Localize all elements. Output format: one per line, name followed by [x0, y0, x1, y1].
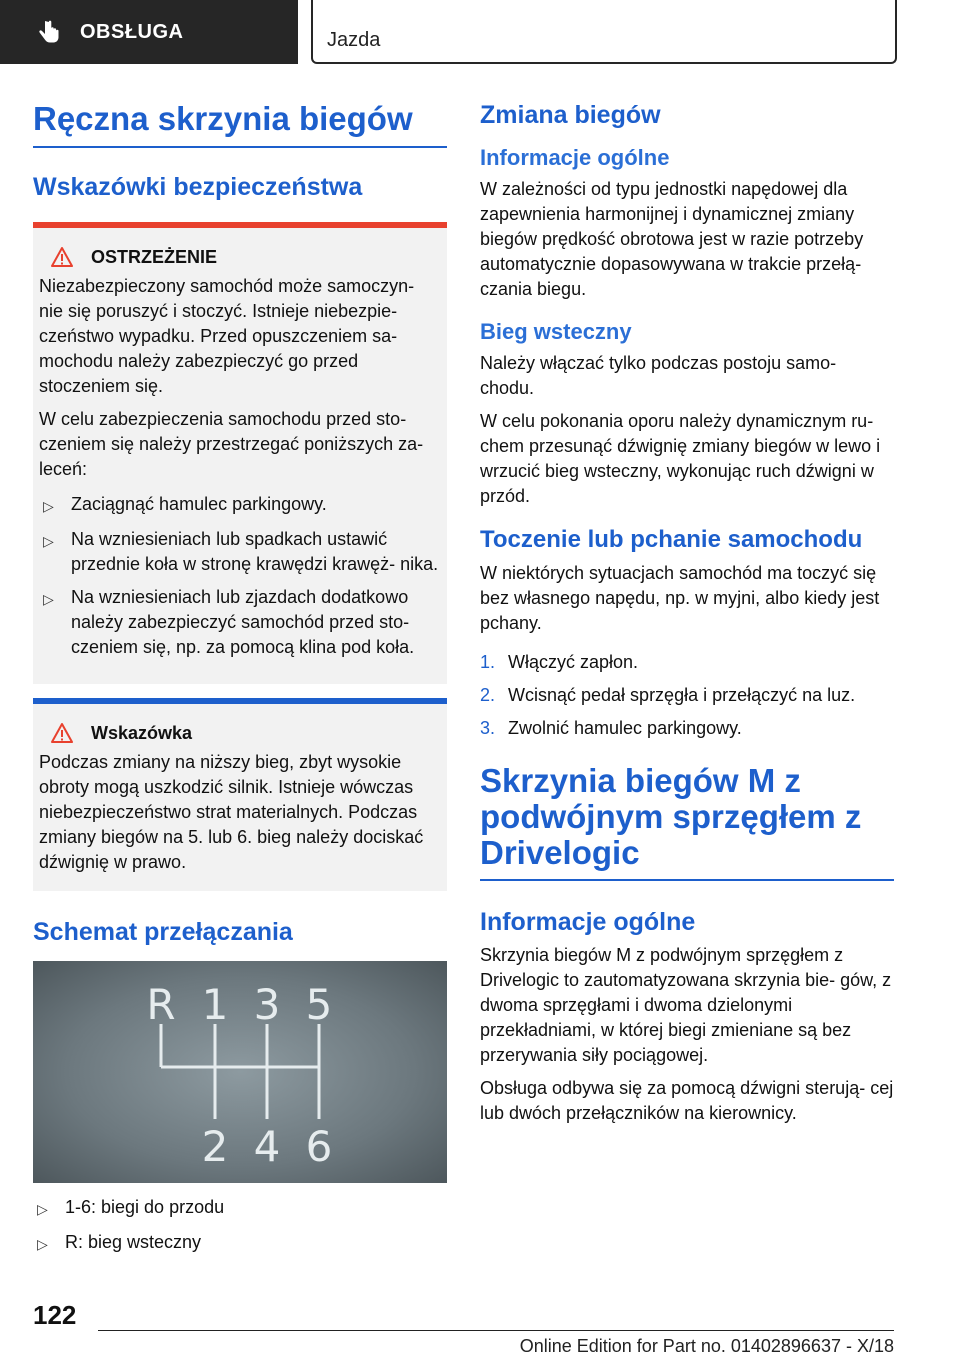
triangle-bullet-icon: ▷ — [43, 498, 54, 514]
triangle-bullet-icon: ▷ — [37, 1236, 48, 1252]
warning-paragraph-2: W celu zabezpieczenia samochodu przed sto- czeniem się należy przestrzegać poniższych za- leceń: — [39, 409, 424, 479]
shift-label-5: 5 — [305, 980, 333, 1029]
shift-label-1: 1 — [201, 980, 229, 1029]
shift-label-2: 2 — [201, 1122, 229, 1171]
footer-rule — [98, 1330, 894, 1331]
safety-heading: Wskazówki bezpieczeństwa — [33, 173, 363, 201]
dct-general-heading: Informacje ogólne — [480, 908, 696, 936]
section-label: OBSŁUGA — [80, 20, 184, 43]
list-item: 1. Włączyć zapłon. — [480, 652, 639, 672]
warning-paragraph-1: Niezabezpieczony samochód może samoczyn- nie się poruszyć i stoczyć. Istnieje niebezpie- czeństwo wypadku. Przed opuszczeniem sa- mochodu należy zabezpieczyć go przed stoczeniem się. — [39, 276, 415, 396]
reverse-heading: Bieg wsteczny — [480, 319, 632, 344]
warning-triangle-icon — [51, 246, 73, 268]
general-heading: Informacje ogólne — [480, 145, 670, 170]
rolling-steps — [480, 650, 894, 741]
triangle-bullet-icon: ▷ — [43, 591, 54, 607]
note-title-text: Wskazówka — [91, 722, 193, 743]
list-item: ▷ R: bieg wsteczny — [33, 1230, 447, 1257]
shift-label-6: 6 — [305, 1122, 333, 1171]
warning-title — [39, 246, 441, 268]
rolling-heading: Toczenie lub pchanie samochodu — [480, 526, 863, 553]
list-item: ▷ Zaciągnąć hamulec parkingowy. — [39, 492, 441, 519]
list-item: ▷ Na wzniesieniach lub zjazdach dodatkowo należy zabezpieczyć samochód przed sto- czeniem się, np. za pomocą klina pod koła. — [39, 585, 441, 660]
warning-list — [39, 492, 441, 660]
shift-label-4: 4 — [253, 1122, 281, 1171]
dct-paragraph-2: Obsługa odbywa się za pomocą dźwigni sterują- cej lub dwóch przełączników na kierownicy. — [480, 1078, 894, 1123]
legend-list — [33, 1195, 447, 1257]
reverse-paragraph-1: Należy włączać tylko podczas postoju samo- chodu. — [480, 353, 837, 398]
dct-title-rule — [480, 879, 894, 881]
triangle-bullet-icon: ▷ — [37, 1201, 48, 1217]
shift-label-r: R — [146, 980, 176, 1029]
rolling-text: W niektórych sytuacjach samochód ma toczyć się bez własnego napędu, np. w myjni, albo kiedy jest pchany. — [480, 563, 880, 633]
section-tab — [0, 0, 298, 64]
right-column — [480, 100, 894, 1126]
note-title — [39, 722, 441, 744]
chapter-box — [311, 0, 897, 64]
list-item: ▷ 1-6: biegi do przodu — [33, 1195, 447, 1222]
page-title: Ręczna skrzynia biegów — [33, 100, 413, 137]
warning-title-text: OSTRZEŻENIE — [91, 246, 218, 267]
shift-pattern-image — [33, 961, 447, 1183]
shift-label-3: 3 — [253, 980, 281, 1029]
caution-triangle-icon — [51, 722, 73, 744]
hand-pointer-icon — [34, 17, 64, 47]
chapter-label: Jazda — [327, 29, 381, 51]
note-text: Podczas zmiany na niższy bieg, zbyt wysokie obroty mogą uszkodzić silnik. Istnieje wówczas niebezpieczeństwo strat materialnych. Podczas zmiany biegów na 5. lub 6. bieg należy dociskać dźwignię w prawo. — [39, 752, 424, 872]
title-rule — [33, 146, 447, 148]
warning-box — [33, 222, 447, 684]
page-number: 122 — [33, 1300, 77, 1330]
dct-title: Skrzynia biegów M z podwójnym sprzęgłem z Drivelogic — [480, 762, 862, 871]
list-item: 2. Wcisnąć pedał sprzęgła i przełączyć na luz. — [480, 685, 856, 705]
dct-paragraph-1: Skrzynia biegów M z podwójnym sprzęgłem z Drivelogic to zautomatyzowana skrzynia bie- gów, z dwoma sprzęgłami i dwoma dzielonymi przekładniami, w której biegi zmieniane są bez przerywania siły pociągowej. — [480, 945, 892, 1065]
triangle-bullet-icon: ▷ — [43, 533, 54, 549]
note-box — [33, 698, 447, 891]
reverse-paragraph-2: W celu pokonania oporu należy dynamicznym ru- chem przesunąć dźwignię zmiany biegów w lewo i wrzucić bieg wsteczny, wykonując ruch dźwigni w przód. — [480, 411, 881, 506]
schema-heading: Schemat przełączania — [33, 918, 293, 946]
list-item: ▷ Na wzniesieniach lub spadkach ustawić przednie koła w stronę krawędzi krawęż- nika. — [39, 527, 441, 577]
edition-text: Online Edition for Part no. 01402896637 - X/18 — [519, 1336, 894, 1356]
gear-change-heading: Zmiana biegów — [480, 101, 661, 129]
general-text: W zależności od typu jednostki napędowej dla zapewnienia harmonijnej i dynamicznej zmiany biegów prędkość obrotowa jest w razie potrzeby automatycznie dopasowywana w trakcie przełą- czania biegu. — [480, 179, 864, 299]
list-item: 3. Zwolnić hamulec parkingowy. — [480, 718, 742, 738]
left-column — [33, 100, 447, 1265]
